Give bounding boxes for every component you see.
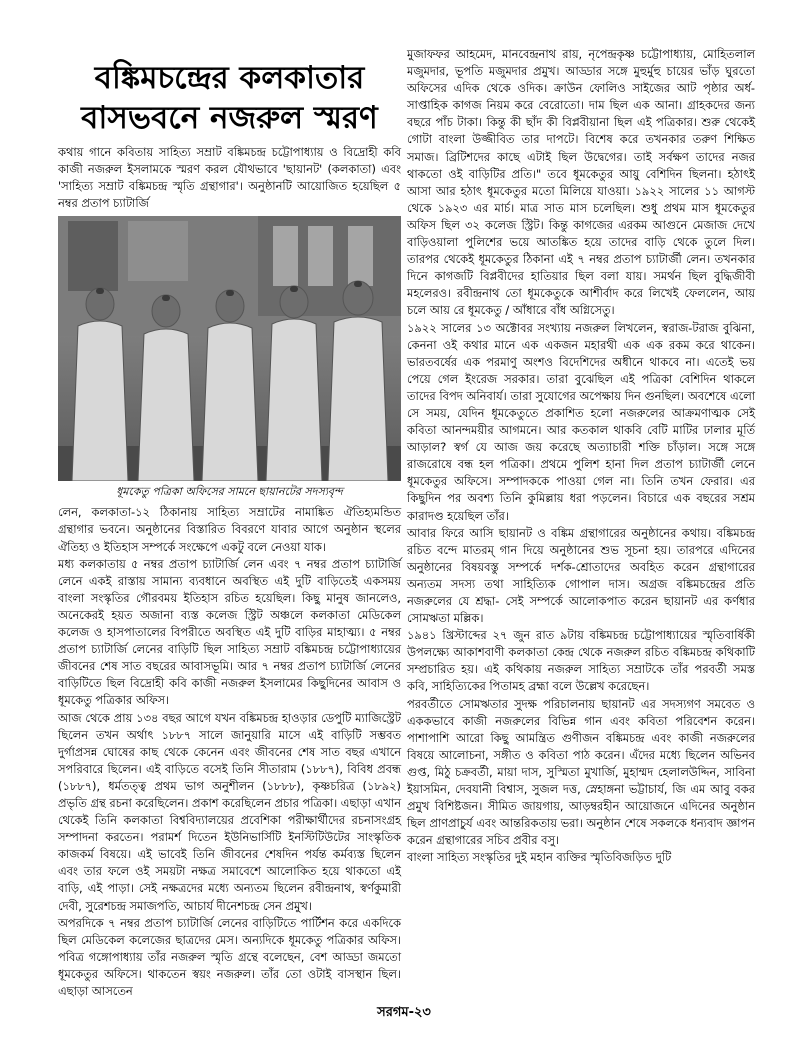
left-paragraph-3: আজ থেকে প্রায় ১৩৪ বছর আগে যখন বঙ্কিমচন্দ্র হাওড়ার ডেপুটি ম্যাজিস্ট্রেট ছিলেন তখন অর্থাৎ ১৮৮৭ সালে জানুয়ারি মাসে এই বাড়িটি সম্ভবত দুর্গাপ্রসন্ন ঘোষের কাছ থেকে কেনেন এবং জীবনের শেষ সাত বছর এখানে সপরিবারে ছিলেন। এই বাড়িতে বসেই তিনি সীতারাম (১৮৮৭), বিবিধ প্রবন্ধ (১৮৮৭), ধর্মতত্ত্ব প্রথম ভাগ অনুশীলন (১৮৮৮), কৃষ্ণচরিত্র (১৮৯২) প্রভৃতি গ্রন্থ রচনা করেছিলেন। প্রকাশ করেছিলেন প্রচার পত্রিকা। এছাড়া এখান থেকেই তিনি কলকাতা বিশ্ববিদ্যালয়ের প্রবেশিকা পরীক্ষার্থীদের রচনাসংগ্রহ সম্পাদনা করতেন। পরামর্শ দিতেন ইউনিভার্সিটি ইনস্টিটিউটের সাংস্কৃতিক কাজকর্ম বিষয়ে। এই ভাবেই তিনি জীবনের শেষদিন পর্যন্ত কর্মব্যস্ত ছিলেন এবং তার ফলে ওই সময়টা নক্ষত্র সমাবেশে আলোকিত হয়ে থাকতো এই বাড়ি, এই পাড়া। সেই নক্ষত্রদের মধ্যে অন্যতম ছিলেন রবীন্দ্রনাথ, স্বর্ণকুমারী দেবী, সুরেশচন্দ্র সমাজপতি, আচার্য দীনেশচন্দ্র সেন প্রমুখ। (58, 710, 401, 913)
right-paragraph-4: ১৯৪১ খ্রিস্টাব্দের ২৭ জুন রাত ৯টায় বঙ্কিমচন্দ্র চট্টোপাধ্যায়ের স্মৃতিবার্ষিকী উপলক্ষ্যে আকাশবাণী কলকাতা কেন্দ্র থেকে নজরুল রচিত বঙ্কিমচন্দ্র কথিকাটি সম্প্রচারিত হয়। এই কথিকায় নজরুল সাহিত্য সম্রাটকে তাঁর পরবর্তী সমস্ত কবি, সাহিত্যিকের পিতামহ ব্রহ্মা বলে উল্লেখ করেছেন। (407, 628, 755, 694)
article-title (58, 58, 401, 138)
right-paragraph-3: আবার ফিরে আসি ছায়ানট ও বঙ্কিম গ্রন্থাগারের অনুষ্ঠানের কথায়। বঙ্কিমচন্দ্র রচিত বন্দে মাতরম্ গান দিয়ে অনুষ্ঠানের শুভ সূচনা হয়। তারপরে এদিনের অনুষ্ঠানের বিষয়বস্তু সম্পর্কে দর্শক-শ্রোতাদের অবহিত করেন গ্রন্থাগারের অন্যতম সদস্য তথা সাহিত্যিক গোপাল দাস। অগ্রজ বঙ্কিমচন্দ্রের প্রতি নজরুলের যে শ্রদ্ধা- সেই সম্পর্কে আলোকপাত করেন ছায়ানট এর কর্ণধার সোমঋতা মল্লিক। (407, 525, 755, 626)
intro-paragraph: কথায় গানে কবিতায় সাহিত্য সম্রাট বঙ্কিমচন্দ্র চট্টোপাধ্যায় ও বিদ্রোহী কবি কাজী নজরুল ইসলামকে স্মরণ করল যৌথভাবে 'ছায়ানট' (কলকাতা) এবং 'সাহিত্য সম্রাট বঙ্কিমচন্দ্র স্মৃতি গ্রন্থাগার'। অনুষ্ঠানটি আয়োজিত হয়েছিল ৫ নম্বর প্রতাপ চ্যাটার্জি (58, 145, 401, 211)
left-paragraph-4: অপরদিকে ৭ নম্বর প্রতাপ চ্যাটার্জি লেনের বাড়িটিতে পার্টিশন করে একদিকে ছিল মেডিকেল কলেজের ছাত্রদের মেস। অন্যদিকে ধূমকেতু পত্রিকার অফিস। পবিত্র গঙ্গোপাধ্যায় তাঁর নজরুল স্মৃতি গ্রন্থে বলেছেন, বেশ আড্ডা জমতো ধূমকেতুর অফিসে। থাকতেন স্বয়ং নজরুল। তাঁর তো ওটাই বাসস্থান ছিল। এছাড়া আসতেন (58, 915, 401, 998)
right-paragraph-5: পরবর্তীতে সোমঋতার সুদক্ষ পরিচালনায় ছায়ানট এর সদস্যগণ সমবেত ও এককভাবে কাজী নজরুলের বিভিন্ন গান এবং কবিতা পরিবেশন করেন। পাশাপাশি আরো কিছু আমন্ত্রিত গুণীজন বঙ্কিমচন্দ্র এবং কাজী নজরুলের বিষয়ে আলোচনা, সঙ্গীত ও কবিতা পাঠ করেন। এঁদের মধ্যে ছিলেন অভিনব গুপ্ত, মিঠু চক্রবর্তী, মায়া দাস, সুস্মিতা মুখার্জি, মুহাম্মদ হেলালউদ্দিন, সাবিনা ইয়াসমিন, দেবযানী বিশ্বাস, সুজল দত্ত, স্নেহাঙ্গনা ভট্টাচার্য, জি এম আবু বকর প্রমুখ বিশিষ্টজন। সীমিত জায়গায়, আড়ম্বরহীন আয়োজনে এদিনের অনুষ্ঠান ছিল প্রাণপ্রাচুর্য এবং আন্তরিকতায় ভরা। অনুষ্ঠান শেষে সকলকে ধন্যবাদ জ্ঞাপন করেন গ্রন্থাগারের সচিব প্রবীর বসু। (407, 696, 755, 848)
group-photo (58, 216, 401, 481)
title-line-2: বাসভবনে নজরুল স্মরণ (81, 100, 378, 136)
photo-caption: ধূমকেতু পত্রিকা অফিসের সামনে ছায়ানটের সদস্যবৃন্দ (116, 485, 343, 499)
right-paragraph-1: মুজাফফর আহমেদ, মানবেন্দ্রনাথ রায়, নৃপেন্দ্রকৃষ্ণ চট্টোপাধ্যায়, মোহিতলাল মজুমদার, ভূপতি মজুমদার প্রমুখ। আড্ডার সঙ্গে মুহুর্মুহু চায়ের ভাঁড় ঘুরতো অফিসের এদিক থেকে ওদিক। ক্রাউন ফোলিও সাইজের আট পৃষ্ঠার অর্ধ-সাপ্তাহিক কাগজ নিয়ম করে বেরোতো। দাম ছিল এক আনা। গ্রাহকদের জন্য বছরে পাঁচ টাকা। কিন্তু কী ছাঁদ কী বিপ্লবীয়ানা ছিল এই পত্রিকার। শুরু থেকেই গোটা বাংলা উজ্জীবিত তার দাপটে। বিশেষ করে তখনকার তরুণ শিক্ষিত সমাজ। ব্রিটিশদের কাছে এটাই ছিল উদ্বেগের। তাই সর্বক্ষণ তাদের নজর থাকতো ওই বাড়িটির প্রতি।" তবে ধূমকেতুর আয়ু বেশিদিন ছিলনা। হঠাৎই আসা আর হঠাৎ ধূমকেতুর মতো মিলিয়ে যাওয়া। ১৯২২ সালের ১১ আগস্ট থেকে ১৯২৩ এর মার্চ। মাত্র সাত মাস চলেছিল। শুধু প্রথম মাস ধূমকেতুর অফিস ছিল ৩২ কলেজ স্ট্রিট। কিন্তু কাগজের এরকম আগুনে মেজাজ দেখে বাড়িওয়ালা পুলিশের ভয়ে আতঙ্কিত হয়ে তাদের বাড়ি থেকে তুলে দিল। তারপর থেকেই ধূমকেতুর ঠিকানা এই ৭ নম্বর প্রতাপ চ্যাটার্জী লেন। তখনকার দিনে কাগজটি বিপ্লবীদের হাতিয়ার ছিল বলা যায়। সমর্থন ছিল বুদ্ধিজীবী মহলেরও। রবীন্দ্রনাথ তো ধূমকেতুকে আশীর্বাদ করে লিখেই ফেললেন, আয় চলে আয় রে ধূমকেতু / আঁধারে বাঁধ অগ্নিসেতু। (407, 47, 755, 318)
left-paragraph-1: লেন, কলকাতা-১২ ঠিকানায় সাহিত্য সম্রাটের নামাঙ্কিত ঐতিহ্যমন্ডিত গ্রন্থাগার ভবনে। অনুষ্ঠানের বিস্তারিত বিবরণে যাবার আগে অনুষ্ঠান স্থলের ঐতিহ্য ও ইতিহাস সম্পর্কে সংক্ষেপে একটু বলে নেওয়া যাক। (58, 505, 401, 554)
left-column (58, 52, 401, 1000)
group-photo-image (58, 216, 401, 481)
title-line-1: বঙ্কিমচন্দ্রের কলকাতার (94, 60, 365, 96)
page-footer: সরগম-২৩ (377, 1005, 431, 1020)
right-column (407, 46, 755, 867)
right-paragraph-6: বাংলা সাহিত্য সংস্কৃতির দুই মহান ব্যক্তির স্মৃতিবিজড়িত দুটি (407, 850, 672, 865)
left-paragraph-2: মধ্য কলকাতায় ৫ নম্বর প্রতাপ চ্যাটার্জি লেন এবং ৭ নম্বর প্রতাপ চ্যাটার্জি লেনে একই রাস্তায় সামান্য ব্যবধানে অবস্থিত এই দুটি বাড়িতেই একসময় বাংলা সংস্কৃতির গৌরবময় ইতিহাস রচিত হয়েছিল। কিছু মানুষ জানলেও, অনেকেরই হয়ত অজানা ব্যস্ত কলেজ স্ট্রিট অঞ্চলে কলকাতা মেডিকেল কলেজ ও হাসপাতালের বিপরীতে অবস্থিত এই দুটি বাড়ির মাহাত্ম্য। ৫ নম্বর প্রতাপ চ্যাটার্জি লেনের বাড়িটি ছিল সাহিত্য সম্রাট বঙ্কিমচন্দ্র চট্টোপাধ্যায়ের জীবনের শেষ সাত বছরের আবাসভূমি। আর ৭ নম্বর প্রতাপ চ্যাটার্জি লেনের বাড়িটিতে ছিল বিদ্রোহী কবি কাজী নজরুল ইসলামের কিছুদিনের আবাস ও ধূমকেতু পত্রিকার অফিস। (58, 556, 401, 708)
right-paragraph-2: ১৯২২ সালের ১৩ অক্টোবর সংখ্যায় নজরুল লিখলেন, স্বরাজ-টরাজ বুঝিনা, কেননা ওই কথার মানে এক একজন মহারথী এক এক রকম করে থাকেন। ভারতবর্ষের এক পরমাণু অংশও বিদেশিদের অধীনে থাকবে না। এতেই ভয় পেয়ে গেল ইংরেজ সরকার। তারা বুঝেছিল এই পত্রিকা বেশিদিন থাকলে তাদের বিপদ অনিবার্য। তারা সুযোগের অপেক্ষায় দিন গুনছিল। অবশেষে এলো সে সময়, যেদিন ধূমকেতুতে প্রকাশিত হলো নজরুলের আক্রমণাত্মক সেই কবিতা আনন্দময়ীর আগমনে। আর কতকাল থাকবি বেটি মাটির ঢালার মূর্তি আড়াল? স্বর্গ যে আজ জয় করেছে অত্যাচারী শক্তি চাঁড়াল। সঙ্গে সঙ্গে রাজরোষে বন্ধ হল পত্রিকা। প্রথমে পুলিশ হানা দিল প্রতাপ চ্যাটার্জী লেনে ধূমকেতুর অফিসে। সম্পাদককে পাওয়া গেল না। তিনি তখন ফেরার। এর কিছুদিন পর অবশ্য তিনি কুমিল্লায় ধরা পড়লেন। বিচারে এক বছরের সশ্রম কারাদণ্ড হয়েছিল তাঁর। (407, 320, 755, 523)
